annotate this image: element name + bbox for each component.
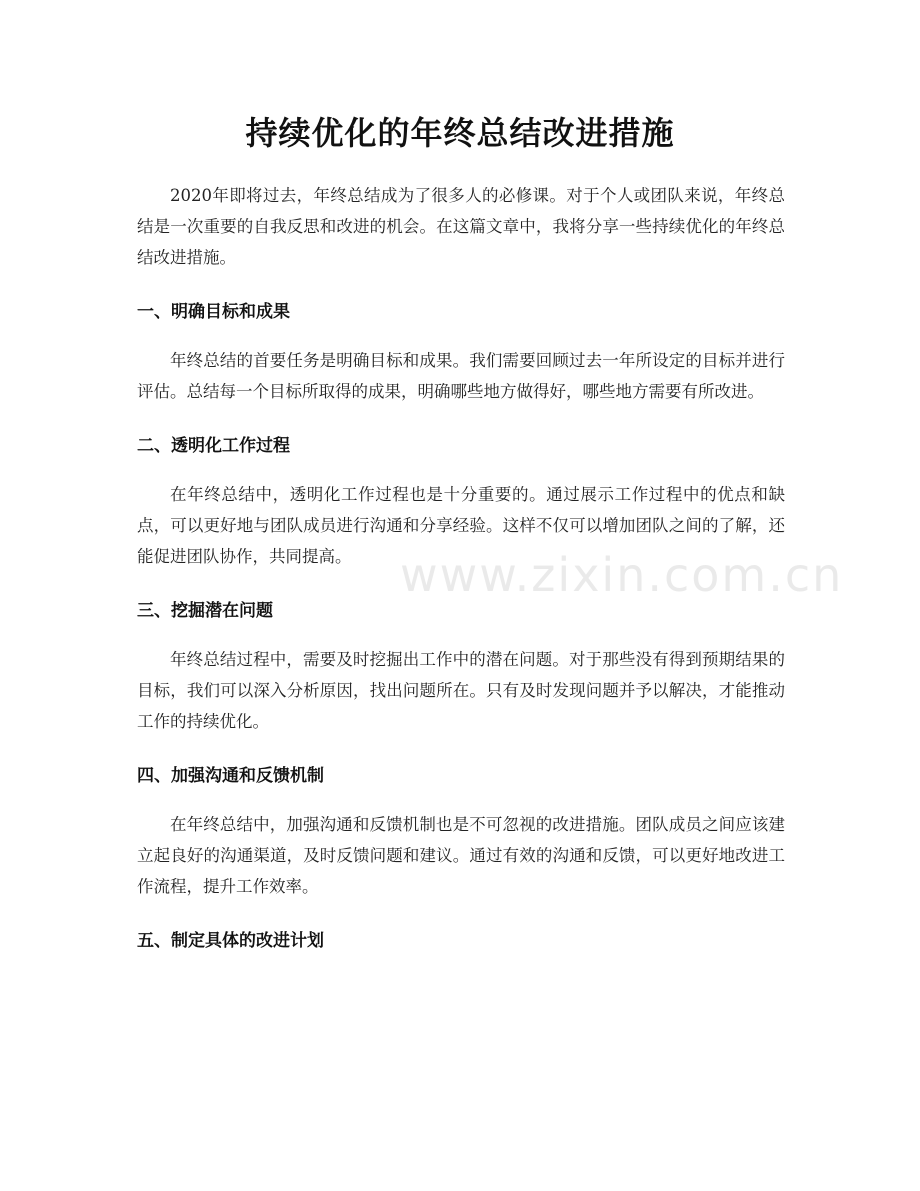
document-body	[137, 180, 785, 953]
intro-paragraph: 2020年即将过去，年终总结成为了很多人的必修课。对于个人或团队来说，年终总结是一次重要的自我反思和改进的机会。在这篇文章中，我将分享一些持续优化的年终总结改进措施。	[137, 186, 785, 267]
section-1-paragraph: 年终总结的首要任务是明确目标和成果。我们需要回顾过去一年所设定的目标并进行评估。总结每一个目标所取得的成果，明确哪些地方做得好，哪些地方需要有所改进。	[137, 351, 785, 401]
section-4-heading: 四、加强沟通和反馈机制	[137, 766, 324, 786]
section-5-heading: 五、制定具体的改进计划	[137, 931, 324, 951]
section-1-heading: 一、明确目标和成果	[137, 302, 290, 322]
watermark-text: www.zixin.com.cn	[400, 548, 844, 602]
section-3-heading: 三、挖掘潜在问题	[137, 601, 273, 621]
section-2-heading: 二、透明化工作过程	[137, 436, 290, 456]
section-3-paragraph: 年终总结过程中，需要及时挖掘出工作中的潜在问题。对于那些没有得到预期结果的目标，我们可以深入分析原因，找出问题所在。只有及时发现问题并予以解决，才能推动工作的持续优化。	[137, 650, 785, 731]
section-4-paragraph: 在年终总结中，加强沟通和反馈机制也是不可忽视的改进措施。团队成员之间应该建立起良好的沟通渠道，及时反馈问题和建议。通过有效的沟通和反馈，可以更好地改进工作流程，提升工作效率。	[137, 815, 785, 896]
document-title: 持续优化的年终总结改进措施	[245, 114, 675, 152]
section-2-paragraph: 在年终总结中，透明化工作过程也是十分重要的。通过展示工作过程中的优点和缺点，可以更好地与团队成员进行沟通和分享经验。这样不仅可以增加团队之间的了解，还能促进团队协作，共同提高。	[137, 485, 785, 566]
